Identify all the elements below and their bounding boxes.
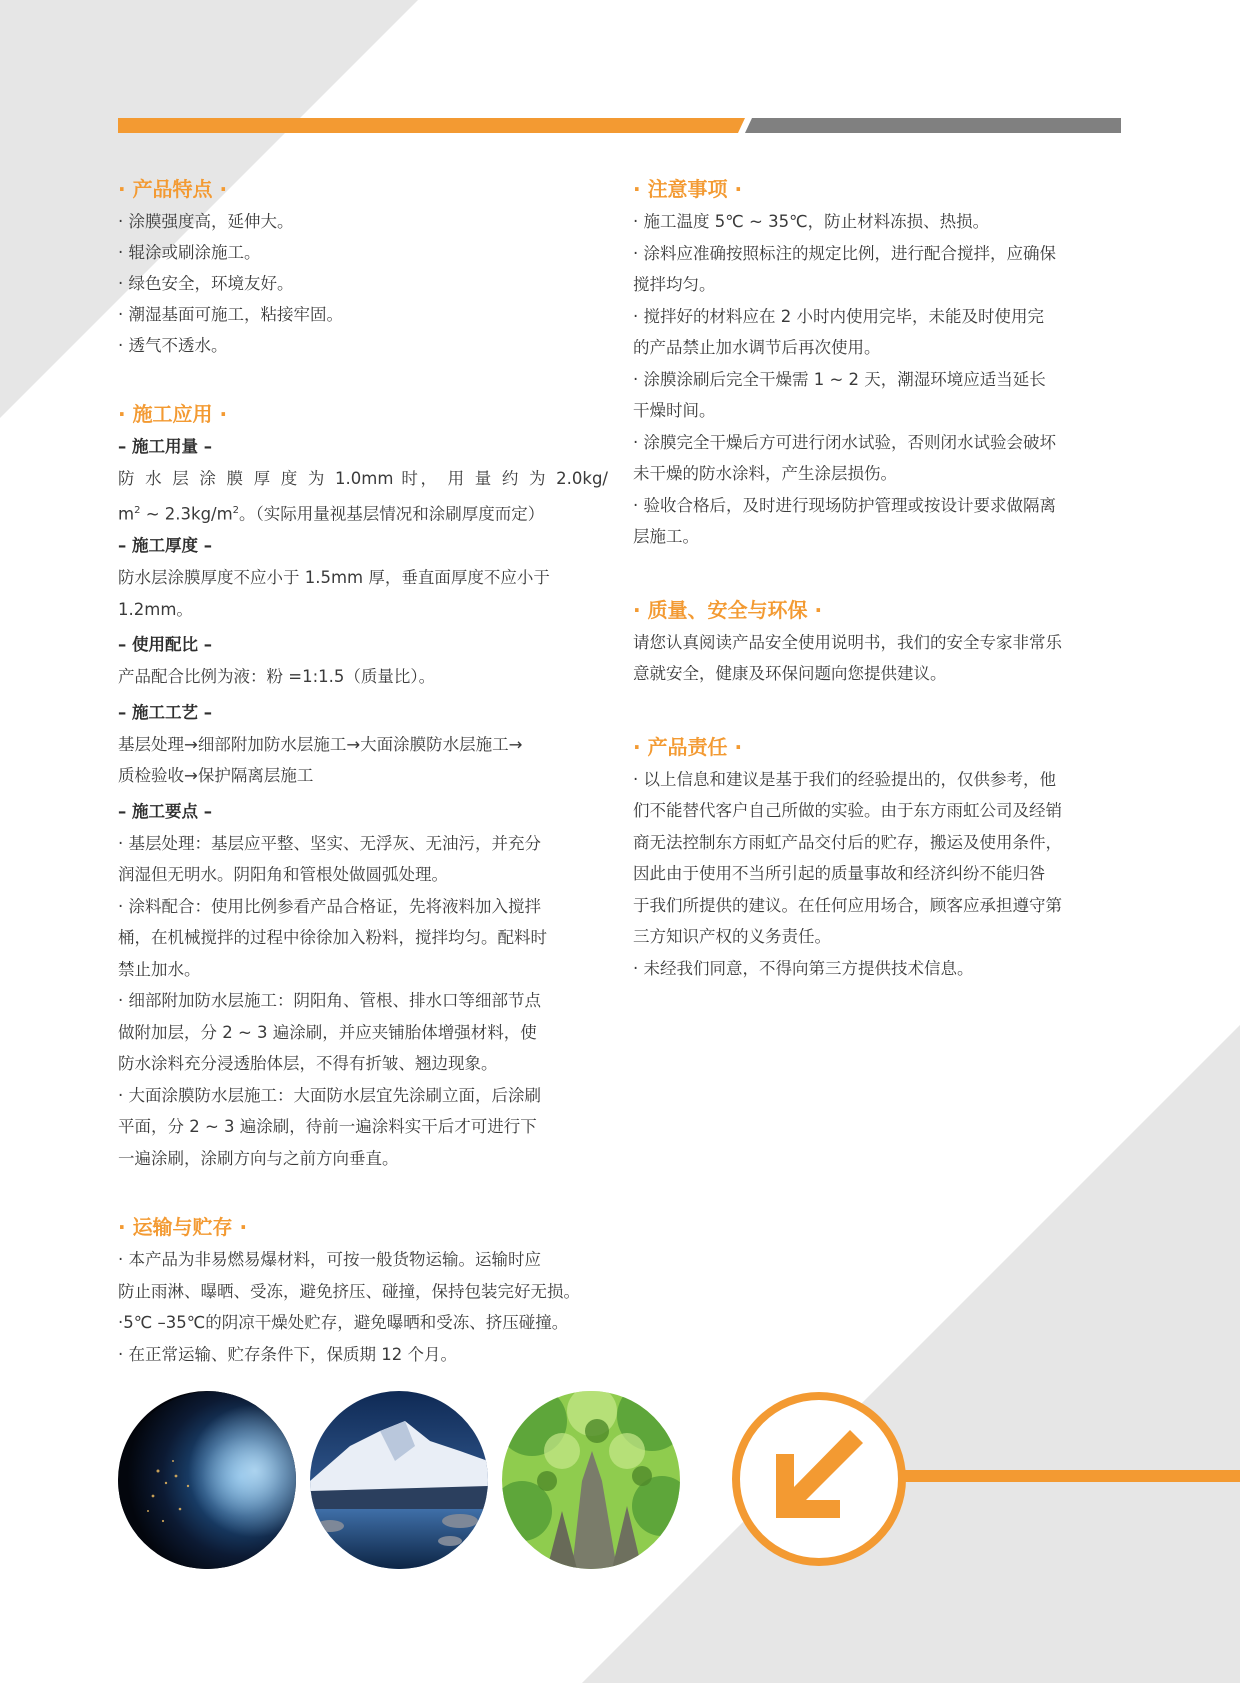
down-left-arrow-icon xyxy=(730,1390,908,1568)
top-divider-bar xyxy=(118,118,1121,133)
features-heading: · 产品特点 · xyxy=(118,177,228,201)
transport-line: · 本产品为非易燃易爆材料，可按一般货物运输。运输时应 xyxy=(118,1250,541,1269)
process-subheading: – 施工工艺 – xyxy=(118,702,212,722)
earth-photo xyxy=(118,1391,296,1569)
feature-item: · 透气不透水。 xyxy=(118,336,228,355)
keypoint-line: 桶，在机械搅拌的过程中徐徐加入粉料，搅拌均匀。配料时 xyxy=(118,928,547,947)
note-line: · 涂料应准确按照标注的规定比例，进行配合搅拌，应确保 xyxy=(633,243,1056,263)
keypoint-line: · 涂料配合：使用比例参看产品合格证，先将液料加入搅拌 xyxy=(118,896,541,916)
liability-line: · 以上信息和建议是基于我们的经验提出的，仅供参考，他 xyxy=(633,769,1056,789)
note-line: 搅拌均匀。 xyxy=(633,275,716,294)
feature-item: · 绿色安全，环境友好。 xyxy=(118,274,294,293)
feature-item: · 涂膜强度高，延伸大。 xyxy=(118,212,294,231)
liability-line: · 未经我们同意，不得向第三方提供技术信息。 xyxy=(633,958,974,978)
keypoint-line: · 基层处理：基层应平整、坚实、无浮灰、无油污，并充分 xyxy=(118,833,541,853)
thickness-line: 防水层涂膜厚度不应小于 1.5mm 厚，垂直面厚度不应小于 xyxy=(118,568,550,587)
ratio-line: 产品配合比例为液：粉 =1:1.5（质量比）。 xyxy=(118,667,436,686)
bottom-right-gray-triangle xyxy=(582,1025,1240,1683)
ratio-subheading: – 使用配比 – xyxy=(118,635,212,654)
note-line: 未干燥的防水涂料，产生涂层损伤。 xyxy=(633,464,897,483)
quality-line: 请您认真阅读产品安全使用说明书，我们的安全专家非常乐 xyxy=(633,632,1062,652)
note-line: · 验收合格后，及时进行现场防护管理或按设计要求做隔离 xyxy=(633,495,1056,515)
feature-item: · 辊涂或刷涂施工。 xyxy=(118,243,261,262)
keypoint-line: 防水涂料充分浸透胎体层，不得有折皱、翘边现象。 xyxy=(118,1054,498,1073)
keypoint-line: 一遍涂刷，涂刷方向与之前方向垂直。 xyxy=(118,1148,399,1168)
quality-line: 意就安全，健康及环保问题向您提供建议。 xyxy=(633,664,947,683)
notes-heading: · 注意事项 · xyxy=(633,177,743,201)
keypoint-line: 润湿但无明水。阴阳角和管根处做圆弧处理。 xyxy=(118,865,448,884)
liability-line: 因此由于使用不当所引起的质量事故和经济纠纷不能归咎 xyxy=(633,864,1046,883)
thickness-line: 1.2mm。 xyxy=(118,599,193,619)
keypoint-line: 平面，分 2 ~ 3 遍涂刷，待前一遍涂料实干后才可进行下 xyxy=(118,1117,537,1136)
usage-line: $m^2$ ~ $2.3kg/m^2$。（实际用量视基层情况和涂刷厚度而定） xyxy=(118,504,545,523)
right-column xyxy=(633,172,1123,984)
note-line: · 涂膜完全干燥后方可进行闭水试验，否则闭水试验会破坏 xyxy=(633,432,1056,452)
liability-line: 们不能替代客户自己所做的实验。由于东方雨虹公司及经销 xyxy=(633,801,1062,820)
note-line: · 施工温度 5℃ ~ 35℃，防止材料冻损、热损。 xyxy=(633,212,990,231)
application-heading: · 施工应用 · xyxy=(118,402,228,426)
badge-connector-line xyxy=(905,1470,1240,1482)
transport-line: ·5℃ –35℃的阴凉干燥处贮存，避免曝晒和受冻、挤压碰撞。 xyxy=(118,1313,569,1332)
process-line: 质检验收→保护隔离层施工 xyxy=(118,766,314,785)
keypoint-line: 做附加层，分 2 ~ 3 遍涂刷，并应夹铺胎体增强材料，使 xyxy=(118,1022,537,1042)
feature-item: · 潮湿基面可施工，粘接牢固。 xyxy=(118,305,343,324)
quality-heading: · 质量、安全与环保 · xyxy=(633,597,823,622)
note-line: · 涂膜涂刷后完全干燥需 1 ~ 2 天，潮湿环境应适当延长 xyxy=(633,369,1046,389)
liability-heading: · 产品责任 · xyxy=(633,734,743,759)
tree-canopy-photo xyxy=(502,1391,680,1569)
usage-line: 防 水 层 涂 膜 厚 度 为 1.0mm 时， 用 量 约 为 2.0kg/ xyxy=(118,469,608,488)
keypoint-line: 禁止加水。 xyxy=(118,959,201,979)
transport-heading: · 运输与贮存 · xyxy=(118,1215,248,1239)
usage-subheading: – 施工用量 – xyxy=(118,437,212,456)
note-line: 干燥时间。 xyxy=(633,401,716,420)
note-line: 的产品禁止加水调节后再次使用。 xyxy=(633,338,881,357)
note-line: · 搅拌好的材料应在 2 小时内使用完毕，未能及时使用完 xyxy=(633,306,1044,326)
process-line: 基层处理→细部附加防水层施工→大面涂膜防水层施工→ xyxy=(118,734,523,754)
transport-line: 防止雨淋、曝晒、受冻，避免挤压、碰撞，保持包装完好无损。 xyxy=(118,1281,580,1301)
transport-line: · 在正常运输、贮存条件下，保质期 12 个月。 xyxy=(118,1344,457,1364)
keypoints-subheading: – 施工要点 – xyxy=(118,801,212,821)
left-column xyxy=(118,172,608,1370)
note-line: 层施工。 xyxy=(633,527,699,546)
thickness-subheading: – 施工厚度 – xyxy=(118,536,212,555)
liability-line: 于我们所提供的建议。在任何应用场合，顾客应承担遵守第 xyxy=(633,895,1062,915)
liability-line: 商无法控制东方雨虹产品交付后的贮存，搬运及使用条件， xyxy=(633,832,1062,852)
keypoint-line: · 大面涂膜防水层施工：大面防水层宜先涂刷立面，后涂刷 xyxy=(118,1085,541,1105)
snow-mountain-lake-photo xyxy=(310,1391,488,1569)
keypoint-line: · 细部附加防水层施工：阴阳角、管根、排水口等细部节点 xyxy=(118,991,541,1010)
liability-line: 三方知识产权的义务责任。 xyxy=(633,927,831,946)
